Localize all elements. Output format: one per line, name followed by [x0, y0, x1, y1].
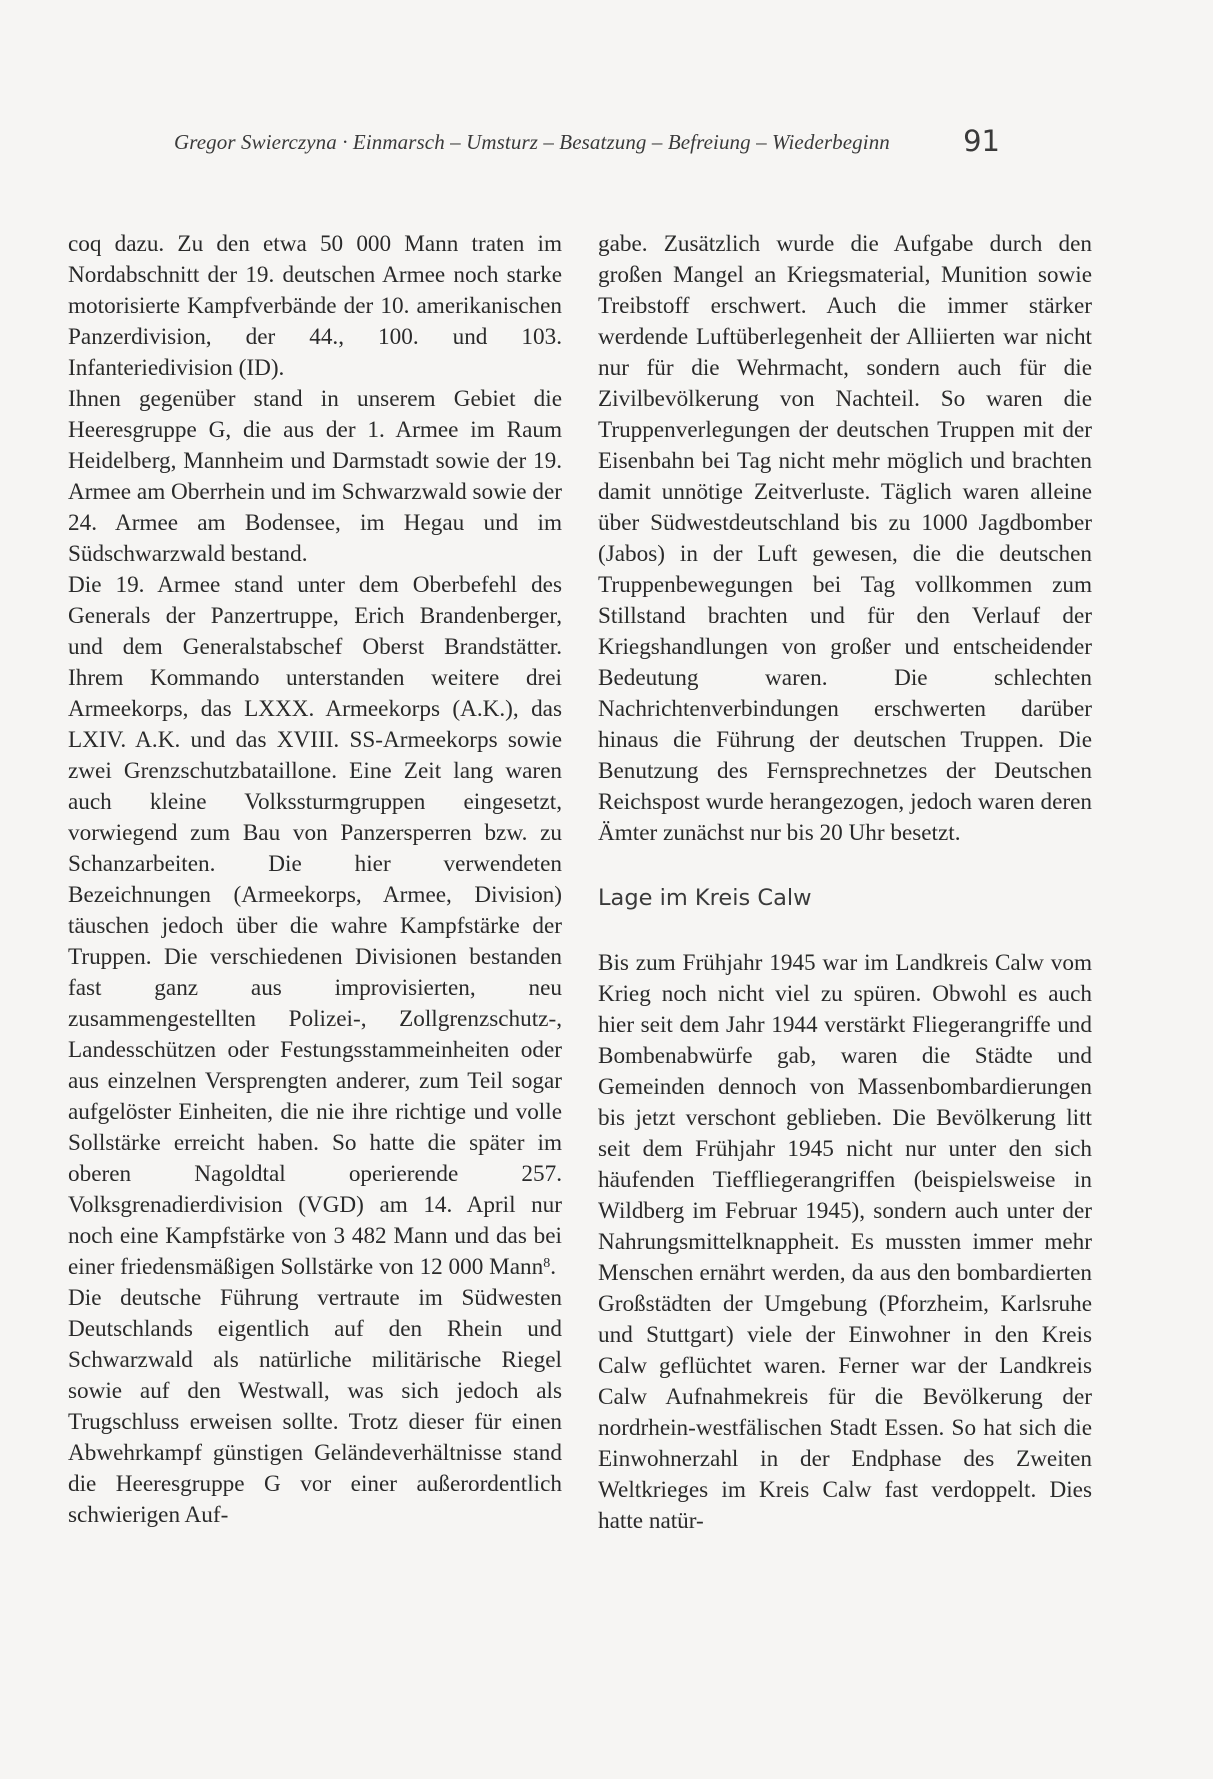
paragraph: Bis zum Frühjahr 1945 war im Landkreis Calw vom Krieg noch nicht viel zu spüren. Obwohl es auch hier seit dem Jahr 1944 verstärkt Fliegerangriffe und Bombenabwürfe gab, waren die Städte und Gemeinden dennoch von Massenbombardierungen bis jetzt verschont geblieben. Die Bevölkerung litt seit dem Frühjahr 1945 nicht nur unter den sich häufenden Tieffliegerangriffen (beispielsweise in Wildberg im Februar 1945), sondern auch unter der Nahrungsmittelknappheit. Es mussten immer mehr Menschen ernährt werden, da aus den bombardierten Großstädten der Umgebung (Pforzheim, Karlsruhe und Stuttgart) viele der Einwohner in den Kreis Calw geflüchtet waren. Ferner war der Landkreis Calw Aufnahmekreis für die Bevölkerung der nordrhein-westfälischen Stadt Essen. So hat sich die Einwohnerzahl in der Endphase des Zweiten Weltkrieges im Kreis Calw fast verdoppelt. Dies hatte natür- — [598, 950, 1092, 1534]
paragraph: Ihnen gegenüber stand in unserem Gebiet die Heeresgruppe G, die aus der 1. Armee im Raum Heidelberg, Mannheim und Darmstadt sowie der 19. Armee am Oberrhein und im Schwarzwald sowie der 24. Armee am Bodensee, im Hegau und im Südschwarzwald bestand. — [68, 386, 562, 567]
footnote-reference[interactable]: 8 — [543, 1256, 551, 1271]
right-column — [598, 229, 1092, 1537]
paragraph-text: Die 19. Armee stand unter dem Oberbefehl des Generals der Panzertruppe, Erich Brandenberger, und dem Generalstabschef Oberst Brandstätter. Ihrem Kommando unterstanden weitere drei Armeekorps, das LXXX. Armeekorps (A.K.), das LXIV. A.K. und das XVIII. SS-Armeekorps sowie zwei Grenzschutzbataillone. Eine Zeit lang waren auch kleine Volkssturmgruppen eingesetzt, vorwiegend zum Bau von Panzersperren bzw. zu Schanzarbeiten. Die hier verwendeten Bezeichnungen (Armeekorps, Armee, Division) täuschen jedoch über die wahre Kampfstärke der Truppen. Die verschiedenen Divisionen bestanden fast ganz aus improvisierten, neu zusammengestellten Polizei-, Zollgrenzschutz-, Landesschützen oder Festungsstammeinheiten oder aus einzelnen Versprengten anderer, zum Teil sogar aufgelöster Einheiten, die nie ihre richtige und volle Sollstärke erreicht haben. So hatte die später im oberen Nagoldtal operierende 257. Volksgrenadierdivision (VGD) am 14. April nur noch eine Kampfstärke von 3 482 Mann und das bei einer friedensmäßigen Sollstärke von 12 000 Mann — [68, 572, 562, 1280]
section-heading: Lage im Kreis Calw — [598, 885, 812, 911]
running-head — [170, 124, 1000, 160]
paragraph — [68, 570, 562, 1283]
page-number: 91 — [963, 124, 1000, 158]
running-title: Gregor Swierczyna · Einmarsch – Umsturz – Besatzung – Befreiung – Wiederbeginn — [174, 130, 890, 154]
paragraph: gabe. Zusätzlich wurde die Aufgabe durch den großen Mangel an Kriegsmaterial, Munition sowie Treibstoff erschwert. Auch die immer stärker werdende Luftüberlegenheit der Alliierten war nicht nur für die Wehrmacht, sondern auch für die Zivilbevölkerung von Nachteil. So waren die Truppenverlegungen der deutschen Truppen mit der Eisenbahn bei Tag nicht mehr möglich und brachten damit unnötige Zeitverluste. Täglich waren alleine über Südwestdeutschland bis zu 1000 Jagdbomber (Jabos) in der Luft gewesen, die die deutschen Truppenbewegungen bei Tag vollkommen zum Stillstand brachten und für den Verlauf der Kriegshandlungen von großer und entscheidender Bedeutung waren. Die schlechten Nachrichtenverbindungen erschwerten darüber hinaus die Führung der deutschen Truppen. Die Benutzung des Fernsprechnetzes der Deutschen Reichspost wurde herangezogen, jedoch waren deren Ämter zunächst nur bis 20 Uhr besetzt. — [598, 231, 1092, 846]
paragraph: coq dazu. Zu den etwa 50 000 Mann traten im Nordabschnitt der 19. deutschen Armee noch starke motorisierte Kampfverbände der 10. amerikanischen Panzerdivision, der 44., 100. und 103. Infanteriedivision (ID). — [68, 231, 562, 381]
left-column — [68, 229, 562, 1531]
paragraph-end: . — [550, 1254, 557, 1280]
paragraph: Die deutsche Führung vertraute im Südwesten Deutschlands eigentlich auf den Rhein und Schwarzwald als natürliche militärische Riegel sowie auf den Westwall, was sich jedoch als Trugschluss erweisen sollte. Trotz dieser für einen Abwehrkampf günstigen Geländeverhältnisse stand die Heeresgruppe G vor einer außerordentlich schwierigen Auf- — [68, 1285, 562, 1528]
